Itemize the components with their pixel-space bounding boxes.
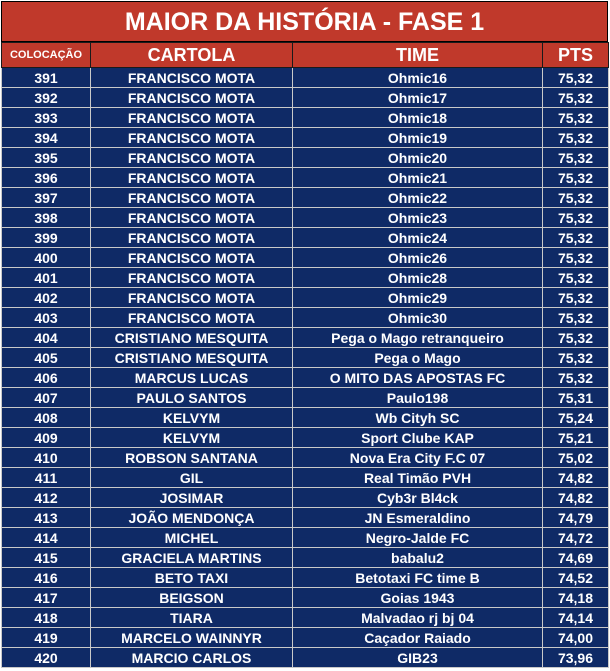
cell-cartola[interactable]: MARCUS LUCAS <box>91 368 293 388</box>
table-row <box>2 88 609 108</box>
cell-cartola[interactable]: MARCIO CARLOS <box>91 648 293 668</box>
cell-points[interactable]: 73,96 <box>543 648 609 668</box>
cell-points[interactable]: 74,72 <box>543 528 609 548</box>
cell-points[interactable]: 74,14 <box>543 608 609 628</box>
cell-cartola[interactable]: FRANCISCO MOTA <box>91 308 293 328</box>
cell-time[interactable]: Sport Clube KAP <box>293 428 543 448</box>
table-body <box>2 68 609 668</box>
table-row <box>2 328 609 348</box>
cell-position[interactable]: 392 <box>2 88 91 108</box>
cell-points[interactable]: 75,32 <box>543 308 609 328</box>
cell-cartola[interactable]: TIARA <box>91 608 293 628</box>
cell-cartola[interactable]: GIL <box>91 468 293 488</box>
table-row <box>2 548 609 568</box>
table-row <box>2 288 609 308</box>
cell-position[interactable]: 413 <box>2 508 91 528</box>
cell-time[interactable]: Betotaxi FC time B <box>293 568 543 588</box>
cell-time[interactable]: Goias 1943 <box>293 588 543 608</box>
cell-time[interactable]: Cyb3r Bl4ck <box>293 488 543 508</box>
cell-cartola[interactable]: BEIGSON <box>91 588 293 608</box>
cell-points[interactable]: 75,32 <box>543 128 609 148</box>
cell-points[interactable]: 75,02 <box>543 448 609 468</box>
cell-position[interactable]: 410 <box>2 448 91 468</box>
cell-position[interactable]: 411 <box>2 468 91 488</box>
cell-cartola[interactable]: FRANCISCO MOTA <box>91 208 293 228</box>
cell-points[interactable]: 74,69 <box>543 548 609 568</box>
sheet-title: MAIOR DA HISTÓRIA - FASE 1 <box>1 1 608 42</box>
cell-points[interactable]: 74,82 <box>543 488 609 508</box>
cell-points[interactable]: 75,32 <box>543 288 609 308</box>
cell-points[interactable]: 75,32 <box>543 368 609 388</box>
cell-time[interactable]: Paulo198 <box>293 388 543 408</box>
table-row <box>2 268 609 288</box>
table-row <box>2 68 609 88</box>
cell-position[interactable]: 397 <box>2 188 91 208</box>
header-row <box>2 43 609 68</box>
cell-position[interactable]: 407 <box>2 388 91 408</box>
table-row <box>2 608 609 628</box>
cell-time[interactable]: Ohmic18 <box>293 108 543 128</box>
cell-cartola[interactable]: FRANCISCO MOTA <box>91 148 293 168</box>
table-row <box>2 468 609 488</box>
table-row <box>2 428 609 448</box>
cell-time[interactable]: Ohmic17 <box>293 88 543 108</box>
cell-position[interactable]: 391 <box>2 68 91 88</box>
cell-position[interactable]: 394 <box>2 128 91 148</box>
cell-position[interactable]: 400 <box>2 248 91 268</box>
cell-time[interactable]: Ohmic22 <box>293 188 543 208</box>
cell-time[interactable]: Ohmic19 <box>293 128 543 148</box>
cell-position[interactable]: 415 <box>2 548 91 568</box>
cell-cartola[interactable]: FRANCISCO MOTA <box>91 248 293 268</box>
cell-cartola[interactable]: FRANCISCO MOTA <box>91 128 293 148</box>
cell-time[interactable]: Pega o Mago retranqueiro <box>293 328 543 348</box>
cell-cartola[interactable]: FRANCISCO MOTA <box>91 168 293 188</box>
cell-time[interactable]: Ohmic29 <box>293 288 543 308</box>
cell-cartola[interactable]: FRANCISCO MOTA <box>91 228 293 248</box>
cell-time[interactable]: Ohmic30 <box>293 308 543 328</box>
cell-time[interactable]: GIB23 <box>293 648 543 668</box>
cell-cartola[interactable]: FRANCISCO MOTA <box>91 88 293 108</box>
cell-cartola[interactable]: MARCELO WAINNYR <box>91 628 293 648</box>
cell-position[interactable]: 398 <box>2 208 91 228</box>
cell-position[interactable]: 420 <box>2 648 91 668</box>
cell-points[interactable]: 75,32 <box>543 108 609 128</box>
cell-time[interactable]: babalu2 <box>293 548 543 568</box>
cell-cartola[interactable]: ROBSON SANTANA <box>91 448 293 468</box>
cell-points[interactable]: 75,32 <box>543 348 609 368</box>
table-row <box>2 388 609 408</box>
cell-time[interactable]: Ohmic28 <box>293 268 543 288</box>
table-row <box>2 528 609 548</box>
cell-time[interactable]: Pega o Mago <box>293 348 543 368</box>
table-row <box>2 348 609 368</box>
cell-time[interactable]: Ohmic23 <box>293 208 543 228</box>
table-row <box>2 248 609 268</box>
table-row <box>2 168 609 188</box>
cell-position[interactable]: 417 <box>2 588 91 608</box>
cell-position[interactable]: 399 <box>2 228 91 248</box>
table-row <box>2 128 609 148</box>
cell-cartola[interactable]: FRANCISCO MOTA <box>91 108 293 128</box>
cell-cartola[interactable]: FRANCISCO MOTA <box>91 68 293 88</box>
cell-points[interactable]: 75,32 <box>543 88 609 108</box>
header-pts: PTS <box>543 43 609 68</box>
cell-points[interactable]: 75,32 <box>543 168 609 188</box>
cell-points[interactable]: 75,32 <box>543 228 609 248</box>
cell-time[interactable]: Ohmic20 <box>293 148 543 168</box>
cell-cartola[interactable]: FRANCISCO MOTA <box>91 188 293 208</box>
table-row <box>2 568 609 588</box>
cell-time[interactable]: Ohmic16 <box>293 68 543 88</box>
ranking-sheet <box>1 1 608 668</box>
table-row <box>2 488 609 508</box>
cell-points[interactable]: 75,24 <box>543 408 609 428</box>
header-time: TIME <box>293 43 543 68</box>
cell-cartola[interactable]: CRISTIANO MESQUITA <box>91 348 293 368</box>
cell-position[interactable]: 406 <box>2 368 91 388</box>
table-row <box>2 208 609 228</box>
cell-cartola[interactable]: BETO TAXI <box>91 568 293 588</box>
cell-cartola[interactable]: KELVYM <box>91 408 293 428</box>
cell-position[interactable]: 396 <box>2 168 91 188</box>
table-row <box>2 148 609 168</box>
table-row <box>2 408 609 428</box>
cell-cartola[interactable]: GRACIELA MARTINS <box>91 548 293 568</box>
table-row <box>2 368 609 388</box>
header-cartola: CARTOLA <box>91 43 293 68</box>
cell-points[interactable]: 75,31 <box>543 388 609 408</box>
cell-time[interactable]: Wb Cityh SC <box>293 408 543 428</box>
cell-cartola[interactable]: JOÃO MENDONÇA <box>91 508 293 528</box>
cell-position[interactable]: 418 <box>2 608 91 628</box>
table-row <box>2 308 609 328</box>
cell-time[interactable]: Ohmic26 <box>293 248 543 268</box>
table-row <box>2 448 609 468</box>
cell-points[interactable]: 75,32 <box>543 188 609 208</box>
table-row <box>2 508 609 528</box>
cell-time[interactable]: Real Timão PVH <box>293 468 543 488</box>
cell-cartola[interactable]: KELVYM <box>91 428 293 448</box>
cell-points[interactable]: 74,82 <box>543 468 609 488</box>
cell-time[interactable]: JN Esmeraldino <box>293 508 543 528</box>
cell-points[interactable]: 75,32 <box>543 268 609 288</box>
ranking-table <box>1 42 609 668</box>
cell-points[interactable]: 74,52 <box>543 568 609 588</box>
cell-points[interactable]: 75,21 <box>543 428 609 448</box>
cell-position[interactable]: 414 <box>2 528 91 548</box>
table-row <box>2 188 609 208</box>
cell-points[interactable]: 74,00 <box>543 628 609 648</box>
cell-time[interactable]: Negro-Jalde FC <box>293 528 543 548</box>
cell-cartola[interactable]: FRANCISCO MOTA <box>91 268 293 288</box>
cell-position[interactable]: 419 <box>2 628 91 648</box>
cell-time[interactable]: Nova Era City F.C 07 <box>293 448 543 468</box>
cell-points[interactable]: 75,32 <box>543 208 609 228</box>
cell-position[interactable]: 393 <box>2 108 91 128</box>
cell-position[interactable]: 401 <box>2 268 91 288</box>
cell-position[interactable]: 416 <box>2 568 91 588</box>
cell-cartola[interactable]: MICHEL <box>91 528 293 548</box>
cell-time[interactable]: Malvadao rj bj 04 <box>293 608 543 628</box>
table-row <box>2 628 609 648</box>
header-colocacao: COLOCAÇÃO <box>2 43 91 68</box>
cell-points[interactable]: 74,18 <box>543 588 609 608</box>
cell-time[interactable]: Caçador Raiado <box>293 628 543 648</box>
cell-points[interactable]: 75,32 <box>543 328 609 348</box>
table-row <box>2 228 609 248</box>
cell-position[interactable]: 395 <box>2 148 91 168</box>
cell-position[interactable]: 412 <box>2 488 91 508</box>
cell-cartola[interactable]: JOSIMAR <box>91 488 293 508</box>
cell-position[interactable]: 409 <box>2 428 91 448</box>
cell-points[interactable]: 74,79 <box>543 508 609 528</box>
cell-time[interactable]: Ohmic24 <box>293 228 543 248</box>
table-row <box>2 108 609 128</box>
cell-position[interactable]: 404 <box>2 328 91 348</box>
cell-time[interactable]: O MITO DAS APOSTAS FC <box>293 368 543 388</box>
cell-time[interactable]: Ohmic21 <box>293 168 543 188</box>
cell-points[interactable]: 75,32 <box>543 248 609 268</box>
cell-cartola[interactable]: FRANCISCO MOTA <box>91 288 293 308</box>
cell-position[interactable]: 405 <box>2 348 91 368</box>
cell-position[interactable]: 408 <box>2 408 91 428</box>
table-row <box>2 588 609 608</box>
cell-position[interactable]: 402 <box>2 288 91 308</box>
table-row <box>2 648 609 668</box>
cell-points[interactable]: 75,32 <box>543 68 609 88</box>
cell-points[interactable]: 75,32 <box>543 148 609 168</box>
cell-cartola[interactable]: PAULO SANTOS <box>91 388 293 408</box>
cell-position[interactable]: 403 <box>2 308 91 328</box>
cell-cartola[interactable]: CRISTIANO MESQUITA <box>91 328 293 348</box>
